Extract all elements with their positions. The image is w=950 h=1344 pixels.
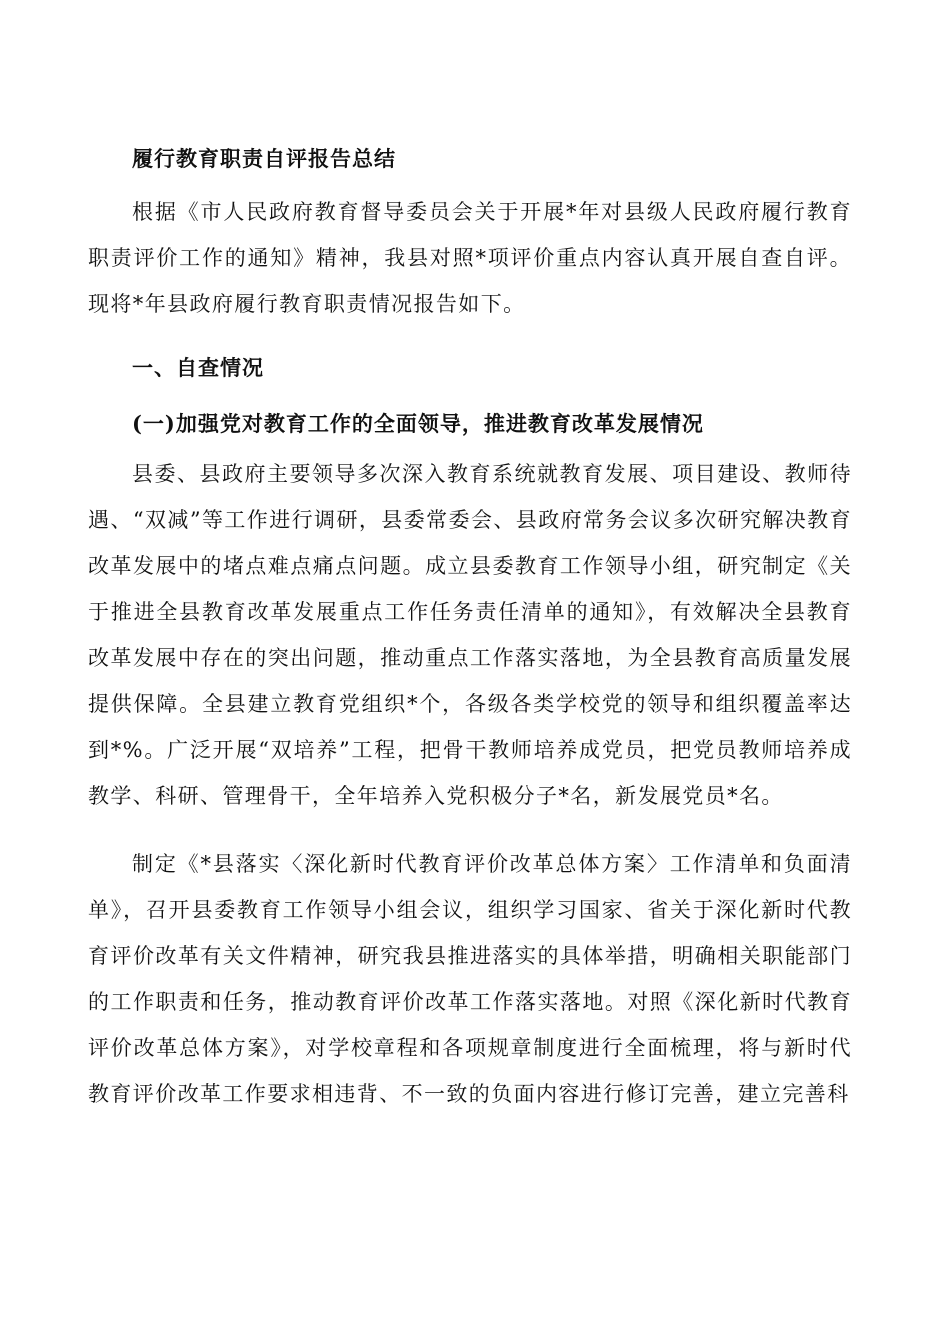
document-title: 履行教育职责自评报告总结 [132, 146, 396, 171]
document-body [88, 142, 852, 1117]
section-heading: 一、自查情况 [132, 355, 264, 380]
intro-paragraph: 根据《市人民政府教育督导委员会关于开展*年对县级人民政府履行教育职责评价工作的通知》精神，我县对照*项评价重点内容认真开展自查自评。现将*年县政府履行教育职责情况报告如下。 [88, 200, 852, 316]
body-paragraph-2: 制定《*县落实〈深化新时代教育评价改革总体方案〉工作清单和负面清单》，召开县委教育工作领导小组会议，组织学习国家、省关于深化新时代教育评价改革有关文件精神，研究我县推进落实的具体举措，明确相关职能部门的工作职责和任务，推动教育评价改革工作落实落地。对照《深化新时代教育评价改革总体方案》，对学校章程和各项规章制度进行全面梳理，将与新时代教育评价改革工作要求相违背、不一致的负面内容进行修订完善，建立完善科 [88, 852, 852, 1106]
body-paragraph-1: 县委、县政府主要领导多次深入教育系统就教育发展、项目建设、教师待遇、“双减”等工作进行调研，县委常委会、县政府常务会议多次研究解决教育改革发展中的堵点难点痛点问题。成立县委教育工作领导小组，研究制定《关于推进全县教育改革发展重点工作任务责任清单的通知》，有效解决全县教育改革发展中存在的突出问题，推动重点工作落实落地，为全县教育高质量发展提供保障。全县建立教育党组织*个，各级各类学校党的领导和组织覆盖率达到*%。广泛开展“双培养”工程，把骨干教师培养成党员，把党员教师培养成教学、科研、管理骨干，全年培养入党积极分子*名，新发展党员*名。 [88, 462, 852, 808]
subsection-heading: (一)加强党对教育工作的全面领导，推进教育改革发展情况 [132, 411, 704, 436]
